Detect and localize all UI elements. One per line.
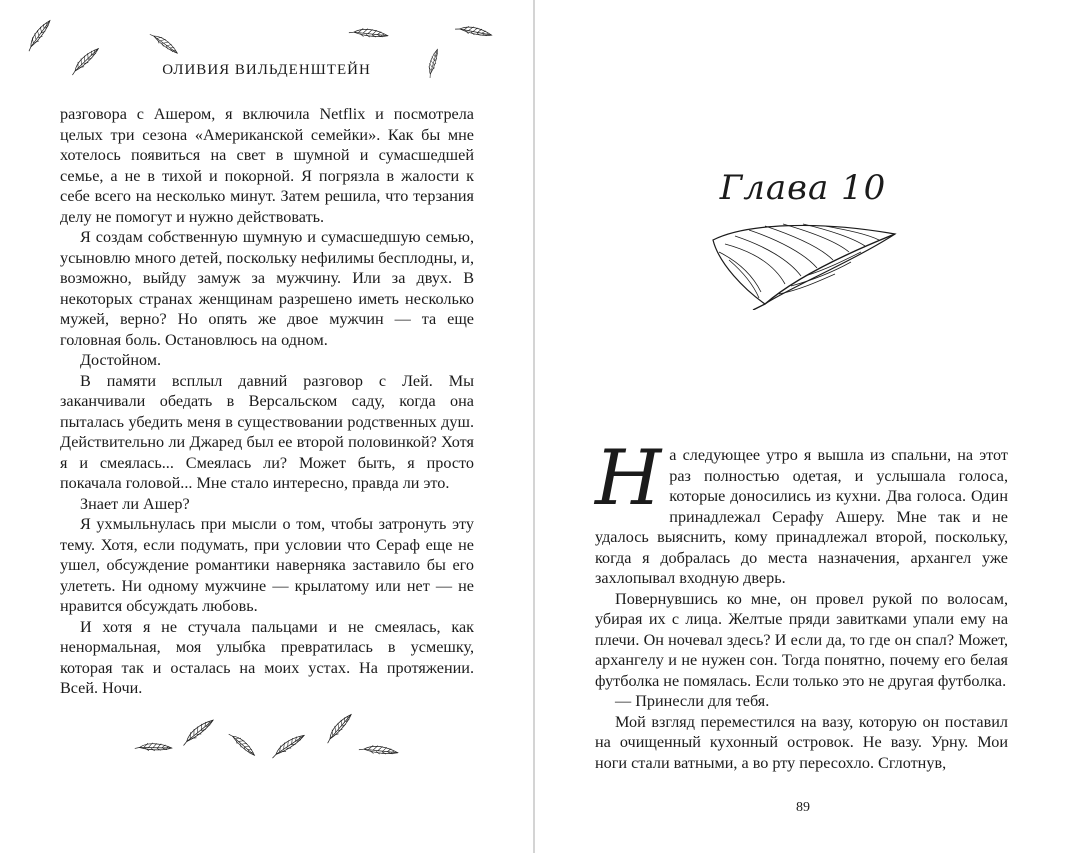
right-page: [535, 0, 1071, 853]
paragraph: разговора с Ашером, я включила Netflix и посмотрела целых три сезона «Американской семейки». Как бы мне хотелось появиться на свет в шумной и сумасшедшей семье, а не в тихой и покорной. Я погрязла в жалости к себе всего на несколько минут. Затем решила, что терзания делу не помогут и нужно действовать.: [60, 105, 474, 226]
feather-icon: [348, 18, 390, 48]
paragraph: Я создам собственную шумную и сумасшедшую семью, усыновлю много детей, поскольку нефилимы бесплодны, и, возможно, выйду замуж за мужчину. Или за двух. В некоторых странах женщинам разрешено иметь несколько мужей, верно? Но опять же двое мужчин — та еще головная боль. Остановлюсь на одном.: [60, 228, 474, 349]
first-paragraph-text: а следующее утро я вышла из спальни, на этот раз полностью одетая, и услышала голоса, которые доносились из кухни. Два голоса. Один принадлежал Серафу Ашеру. Мне так и не удалось выяснить, кому принадлежал второй, поскольку, когда я добралась до места назначения, архангел уже захлопывал входную дверь.: [595, 446, 1008, 587]
paragraph: Знает ли Ашер?: [80, 494, 190, 513]
paragraph: И хотя я не стучала пальцами и не смеялась, как ненормальная, моя улыбка превратилась в усмешку, которая так и осталась на моих устах. На протяжении. Всей. Ночи.: [60, 617, 474, 697]
paragraph: Мой взгляд переместился на вазу, которую он поставил на очищенный кухонный островок. Не вазу. Урну. Мои ноги стали ватными, а во рту пересохло. Сглотнув,: [595, 712, 1008, 772]
feather-icon: [224, 726, 260, 762]
paragraph: Я ухмыльнулась при мысли о том, чтобы затронуть эту тему. Хотя, если подумать, при условии что Сераф еще не ушел, обсуждение романтики наверняка заставило бы его улететь. Ни одному мужчине — крылатому или нет — не нравится обсуждать любовь.: [60, 515, 474, 615]
right-page-text: [595, 433, 1008, 773]
paragraph: Повернувшись ко мне, он провел рукой по волосам, убирая их с лица. Желтые пряди завитками упали ему на плечи. Он ночевал здесь? И если да, то где он спал? Может, архангелу и не нужен сон. Тогда понятно, почему его белая футболка не помялась. Если только это не другая футболка.: [595, 589, 1008, 690]
page-number: 89: [796, 800, 810, 815]
feather-icon: [20, 16, 60, 52]
first-paragraph: [595, 433, 1008, 589]
feather-icon: [146, 26, 182, 60]
chapter-title: Глава 10: [719, 168, 887, 208]
feather-icon: [134, 732, 174, 762]
feather-icon: [454, 16, 494, 46]
left-page: [0, 0, 533, 853]
feather-icon: [358, 736, 400, 764]
paragraph: В памяти всплыл давний разговор с Лей. Мы заканчивали обедать в Версальском саду, когда она пыталась убедить меня в существовании родственных душ. Действительно ли Джаред был ее второй половинкой? Хотя я и смеялась... Смеялась ли? Может быть, я просто покачала головой... Мне стало интересно, правда ли это.: [60, 371, 474, 492]
feather-icon: [178, 716, 220, 746]
feather-icon: [268, 730, 310, 760]
feather-icon: [705, 220, 901, 310]
drop-cap: Н: [595, 433, 662, 522]
running-head: ОЛИВИЯ ВИЛЬДЕНШТЕЙН: [162, 62, 371, 78]
feather-icon: [320, 710, 360, 744]
paragraph: — Принесли для тебя.: [615, 692, 770, 710]
paragraph: Достойном.: [80, 351, 162, 369]
left-page-text: [60, 104, 474, 699]
